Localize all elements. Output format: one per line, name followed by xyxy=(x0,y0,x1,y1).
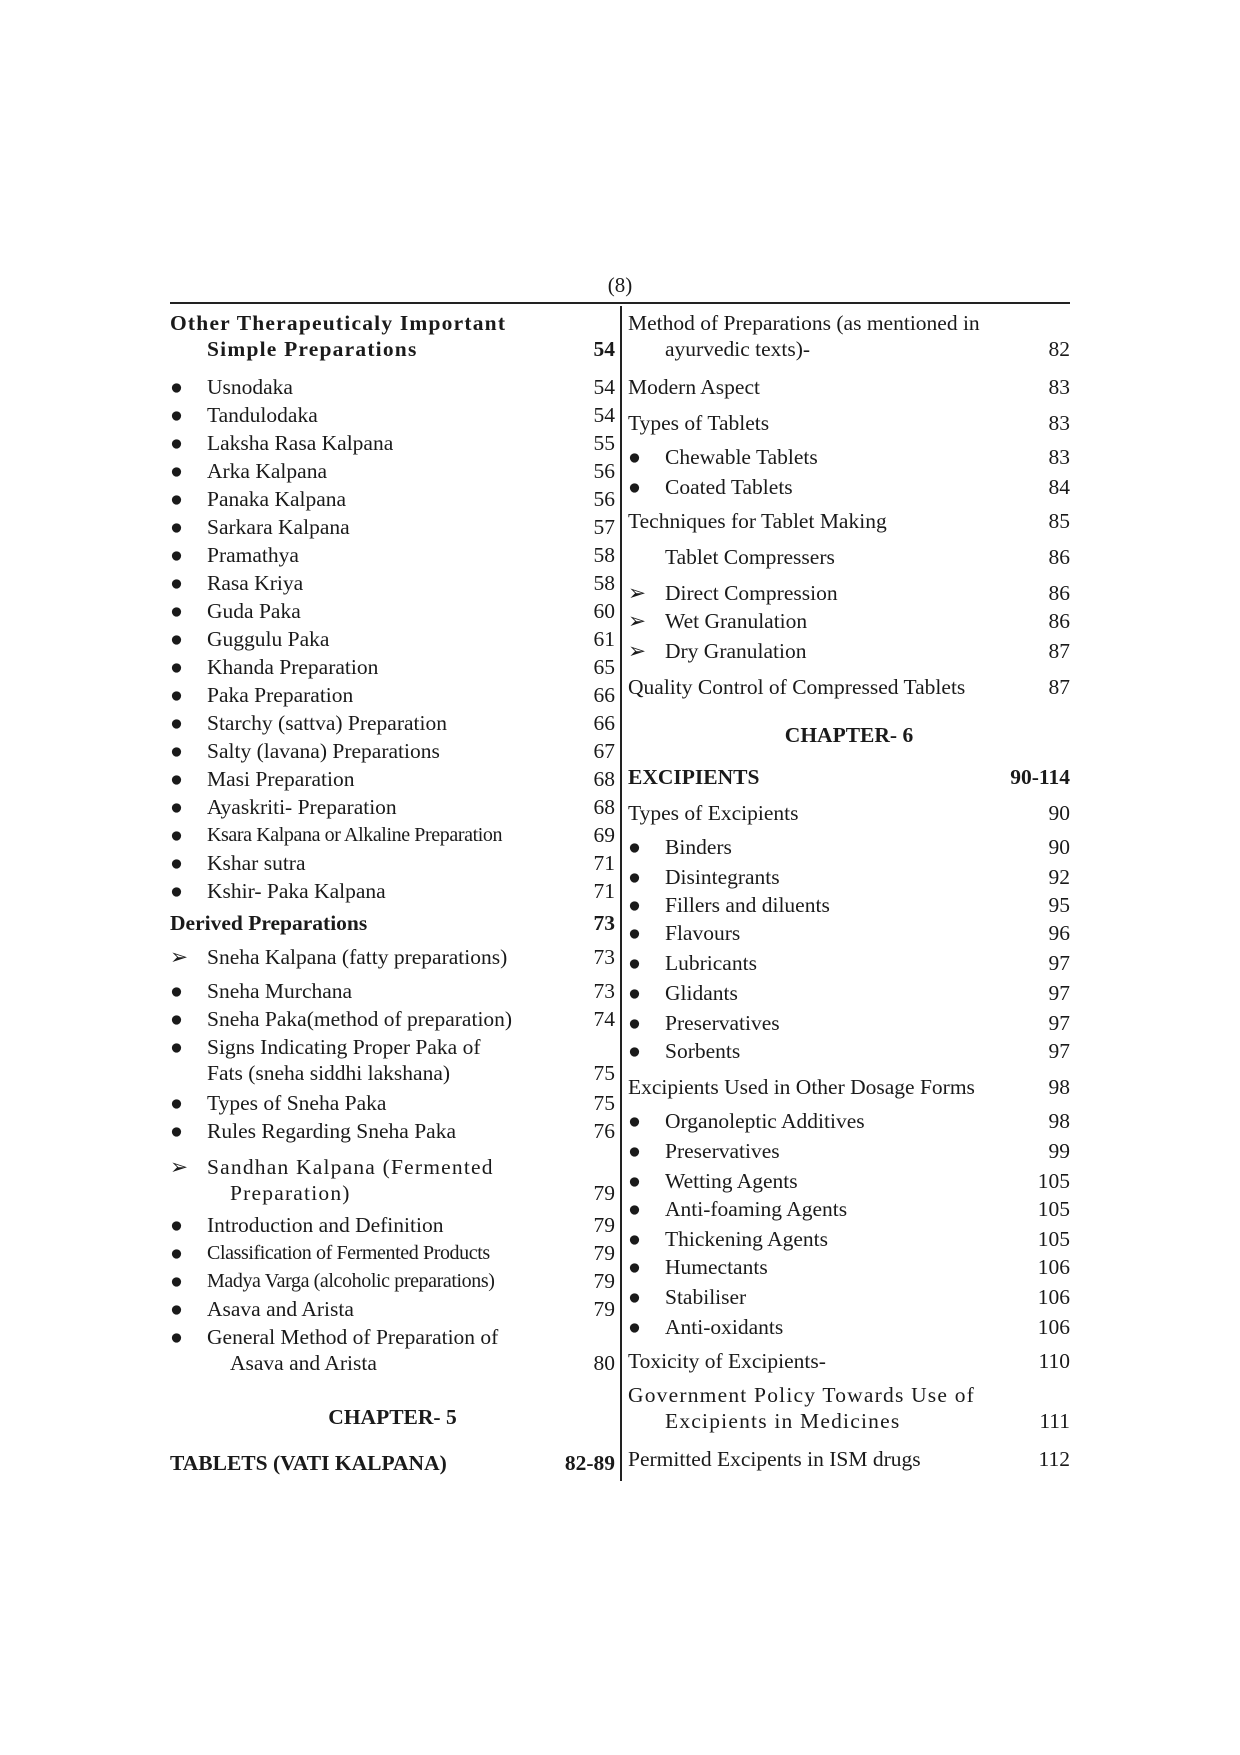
entry-page-number: 75 xyxy=(593,1061,615,1085)
entry-title: Lubricants xyxy=(665,951,757,975)
entry-page-number: 79 xyxy=(593,1213,615,1237)
entry-title: Panaka Kalpana xyxy=(207,487,347,511)
entry-title-continued: Simple Preparations xyxy=(207,337,418,361)
entry-page-number: 75 xyxy=(593,1091,615,1115)
entry-title: Flavours xyxy=(665,921,741,945)
entry-page-number: 73 xyxy=(593,911,615,935)
bullet-icon: ● xyxy=(170,1241,183,1265)
entry-title: Guggulu Paka xyxy=(207,627,330,651)
entry-page-number: 69 xyxy=(593,823,615,847)
bullet-icon: ● xyxy=(170,1269,183,1293)
entry-page-number: 111 xyxy=(1039,1409,1070,1433)
entry-title: Kshar sutra xyxy=(207,851,306,875)
bullet-icon: ● xyxy=(628,1139,641,1163)
entry-title: Coated Tablets xyxy=(665,475,793,499)
bullet-icon: ● xyxy=(170,795,183,819)
bullet-icon: ● xyxy=(628,445,641,469)
entry-page-number: 73 xyxy=(593,945,615,969)
entry-page-number: 96 xyxy=(1048,921,1070,945)
entry-title: Disintegrants xyxy=(665,865,780,889)
entry-title: Chewable Tablets xyxy=(665,445,818,469)
bullet-icon: ● xyxy=(628,1315,641,1339)
entry-title: Toxicity of Excipients- xyxy=(628,1349,826,1373)
entry-title: Types of Sneha Paka xyxy=(207,1091,387,1115)
entry-page-number: 97 xyxy=(1048,951,1070,975)
entry-title: Guda Paka xyxy=(207,599,301,623)
entry-title: Tandulodaka xyxy=(207,403,318,427)
entry-page-number: 76 xyxy=(593,1119,615,1143)
bullet-icon: ● xyxy=(628,981,641,1005)
bullet-icon: ● xyxy=(170,1297,183,1321)
bullet-icon: ● xyxy=(170,655,183,679)
entry-page-number: 58 xyxy=(593,543,615,567)
entry-page-number: 86 xyxy=(1048,581,1070,605)
entry-page-number: 95 xyxy=(1048,893,1070,917)
entry-page-number: 90 xyxy=(1048,801,1070,825)
entry-page-number: 87 xyxy=(1048,639,1070,663)
bullet-icon: ● xyxy=(170,543,183,567)
bullet-icon: ● xyxy=(628,475,641,499)
entry-page-number: 105 xyxy=(1037,1169,1070,1193)
entry-page-number: 106 xyxy=(1037,1285,1070,1309)
entry-title: Introduction and Definition xyxy=(207,1213,444,1237)
entry-page-number: 79 xyxy=(593,1269,615,1293)
entry-page-number: 66 xyxy=(593,683,615,707)
entry-title: Techniques for Tablet Making xyxy=(628,509,887,533)
bullet-icon: ● xyxy=(170,1325,183,1349)
bullet-icon: ● xyxy=(628,1011,641,1035)
bullet-icon: ● xyxy=(628,1039,641,1063)
entry-title-continued: Fats (sneha siddhi lakshana) xyxy=(207,1061,451,1085)
entry-title: Fillers and diluents xyxy=(665,893,830,917)
bullet-icon: ● xyxy=(628,921,641,945)
entry-title: Modern Aspect xyxy=(628,375,760,399)
entry-title: Sneha Murchana xyxy=(207,979,353,1003)
entry-page-number: 97 xyxy=(1048,1039,1070,1063)
bullet-icon: ● xyxy=(628,951,641,975)
entry-page-number: 79 xyxy=(593,1241,615,1265)
bullet-icon: ● xyxy=(170,711,183,735)
bullet-icon: ● xyxy=(628,893,641,917)
entry-page-number: 92 xyxy=(1048,865,1070,889)
entry-title: Usnodaka xyxy=(207,375,293,399)
entry-title: Starchy (sattva) Preparation xyxy=(207,711,447,735)
entry-title: CHAPTER- 6 xyxy=(784,723,914,747)
entry-title-continued: Preparation) xyxy=(230,1181,351,1205)
entry-title: Types of Tablets xyxy=(628,411,770,435)
entry-page-number: 86 xyxy=(1048,545,1070,569)
entry-page-number: 68 xyxy=(593,767,615,791)
entry-page-number: 67 xyxy=(593,739,615,763)
entry-title: Permitted Excipents in ISM drugs xyxy=(628,1447,921,1471)
bullet-icon: ● xyxy=(170,683,183,707)
entry-title: Classification of Fermented Products xyxy=(207,1242,490,1264)
entry-title: Rasa Kriya xyxy=(207,571,304,595)
entry-title: CHAPTER- 5 xyxy=(328,1405,457,1429)
entry-title: Derived Preparations xyxy=(170,911,368,935)
entry-page-number: 74 xyxy=(593,1007,615,1031)
entry-title: Arka Kalpana xyxy=(207,459,327,483)
entry-title: Stabiliser xyxy=(665,1285,747,1309)
entry-title: Sneha Paka(method of preparation) xyxy=(207,1007,513,1031)
bullet-icon: ● xyxy=(170,487,183,511)
entry-title: Anti-oxidants xyxy=(665,1315,784,1339)
bullet-icon: ● xyxy=(170,431,183,455)
entry-title: EXCIPIENTS xyxy=(628,765,760,789)
entry-page-number: 71 xyxy=(593,879,615,903)
bullet-icon: ● xyxy=(170,599,183,623)
page-number: (8) xyxy=(607,273,633,297)
bullet-icon: ● xyxy=(628,1197,641,1221)
entry-page-number: 54 xyxy=(593,337,615,361)
bullet-icon: ● xyxy=(170,1035,183,1059)
entry-title: Method of Preparations (as mentioned in xyxy=(628,311,980,335)
bullet-icon: ● xyxy=(170,515,183,539)
entry-title: Rules Regarding Sneha Paka xyxy=(207,1119,456,1143)
entry-page-number: 54 xyxy=(593,403,615,427)
entry-title: Ksara Kalpana or Alkaline Preparation xyxy=(207,824,503,846)
entry-page-number: 85 xyxy=(1048,509,1070,533)
entry-page-number: 65 xyxy=(593,655,615,679)
bullet-icon: ● xyxy=(170,459,183,483)
entry-page-number: 79 xyxy=(593,1181,615,1205)
arrow-bullet-icon: ➢ xyxy=(170,945,189,969)
entry-page-number: 99 xyxy=(1048,1139,1070,1163)
entry-title: Thickening Agents xyxy=(665,1227,829,1251)
entry-page-number: 58 xyxy=(593,571,615,595)
bullet-icon: ● xyxy=(170,1091,183,1115)
entry-title: Masi Preparation xyxy=(207,767,355,791)
entry-page-number: 98 xyxy=(1048,1109,1070,1133)
entry-title: Preservatives xyxy=(665,1139,780,1163)
entry-page-number: 106 xyxy=(1037,1315,1070,1339)
entry-page-number: 71 xyxy=(593,851,615,875)
entry-title: Laksha Rasa Kalpana xyxy=(207,431,394,455)
bullet-icon: ● xyxy=(628,1255,641,1279)
bullet-icon: ● xyxy=(170,739,183,763)
entry-page-number: 83 xyxy=(1048,375,1070,399)
bullet-icon: ● xyxy=(170,767,183,791)
bullet-icon: ● xyxy=(170,1213,183,1237)
entry-page-number: 90-114 xyxy=(1010,765,1070,789)
entry-page-number: 82 xyxy=(1048,337,1070,361)
entry-page-number: 56 xyxy=(593,459,615,483)
bullet-icon: ● xyxy=(170,851,183,875)
entry-page-number: 87 xyxy=(1048,675,1070,699)
entry-title: Signs Indicating Proper Paka of xyxy=(207,1035,481,1059)
arrow-bullet-icon: ➢ xyxy=(628,609,647,633)
bullet-icon: ● xyxy=(628,1109,641,1133)
bullet-icon: ● xyxy=(170,627,183,651)
entry-page-number: 56 xyxy=(593,487,615,511)
entry-page-number: 55 xyxy=(593,431,615,455)
bullet-icon: ● xyxy=(170,403,183,427)
entry-page-number: 84 xyxy=(1048,475,1070,499)
entry-page-number: 83 xyxy=(1048,411,1070,435)
entry-title: Ayaskriti- Preparation xyxy=(207,795,397,819)
entry-page-number: 82-89 xyxy=(564,1451,615,1475)
entry-page-number: 83 xyxy=(1048,445,1070,469)
entry-title: Asava and Arista xyxy=(207,1297,354,1321)
entry-title: Other Therapeuticaly Important xyxy=(170,311,507,335)
bullet-icon: ● xyxy=(170,879,183,903)
arrow-bullet-icon: ➢ xyxy=(628,581,647,605)
entry-title: Sandhan Kalpana (Fermented xyxy=(207,1155,494,1179)
bullet-icon: ● xyxy=(170,375,183,399)
entry-title: Binders xyxy=(665,835,732,859)
entry-page-number: 105 xyxy=(1037,1197,1070,1221)
bullet-icon: ● xyxy=(170,571,183,595)
bullet-icon: ● xyxy=(628,1227,641,1251)
bullet-icon: ● xyxy=(170,1119,183,1143)
entry-title: Kshir- Paka Kalpana xyxy=(207,879,386,903)
arrow-bullet-icon: ➢ xyxy=(628,639,647,663)
entry-page-number: 110 xyxy=(1038,1349,1070,1373)
entry-title: Direct Compression xyxy=(665,581,838,605)
entry-page-number: 68 xyxy=(593,795,615,819)
entry-page-number: 60 xyxy=(593,599,615,623)
entry-title: Government Policy Towards Use of xyxy=(628,1383,976,1407)
bullet-icon: ● xyxy=(628,865,641,889)
bullet-icon: ● xyxy=(628,1169,641,1193)
bullet-icon: ● xyxy=(628,835,641,859)
entry-title: Sneha Kalpana (fatty preparations) xyxy=(207,945,508,969)
entry-page-number: 86 xyxy=(1048,609,1070,633)
entry-page-number: 112 xyxy=(1038,1447,1070,1471)
column-divider xyxy=(620,306,622,1481)
entry-title: Khanda Preparation xyxy=(207,655,379,679)
bullet-icon: ● xyxy=(170,979,183,1003)
entry-title: Salty (lavana) Preparations xyxy=(207,739,440,763)
entry-page-number: 54 xyxy=(593,375,615,399)
entry-page-number: 97 xyxy=(1048,981,1070,1005)
entry-title: Wet Granulation xyxy=(665,609,808,633)
entry-page-number: 57 xyxy=(593,515,615,539)
entry-title: Wetting Agents xyxy=(665,1169,798,1193)
entry-title: Madya Varga (alcoholic preparations) xyxy=(207,1270,495,1292)
bullet-icon: ● xyxy=(170,823,183,847)
entry-title: Excipients Used in Other Dosage Forms xyxy=(628,1075,975,1099)
bullet-icon: ● xyxy=(170,1007,183,1031)
entry-title: Preservatives xyxy=(665,1011,780,1035)
entry-title: Dry Granulation xyxy=(665,639,807,663)
entry-title: Pramathya xyxy=(207,543,299,567)
entry-page-number: 105 xyxy=(1037,1227,1070,1251)
arrow-bullet-icon: ➢ xyxy=(170,1155,189,1179)
entry-title-continued: Excipients in Medicines xyxy=(665,1409,901,1433)
entry-page-number: 80 xyxy=(593,1351,615,1375)
header-rule xyxy=(170,302,1070,304)
entry-title: TABLETS (VATI KALPANA) xyxy=(170,1451,447,1475)
entry-page-number: 98 xyxy=(1048,1075,1070,1099)
entry-page-number: 79 xyxy=(593,1297,615,1321)
entry-title: Paka Preparation xyxy=(207,683,354,707)
entry-title: Types of Excipients xyxy=(628,801,799,825)
entry-title: Humectants xyxy=(665,1255,768,1279)
entry-page-number: 66 xyxy=(593,711,615,735)
entry-title: Glidants xyxy=(665,981,738,1005)
entry-title: Organoleptic Additives xyxy=(665,1109,865,1133)
entry-page-number: 90 xyxy=(1048,835,1070,859)
entry-title: Sorbents xyxy=(665,1039,741,1063)
entry-title: Quality Control of Compressed Tablets xyxy=(628,675,966,699)
entry-title: General Method of Preparation of xyxy=(207,1325,499,1349)
entry-title-continued: Asava and Arista xyxy=(230,1351,377,1375)
entry-title-continued: ayurvedic texts)- xyxy=(665,337,811,361)
entry-page-number: 106 xyxy=(1037,1255,1070,1279)
bullet-icon: ● xyxy=(628,1285,641,1309)
entry-page-number: 73 xyxy=(593,979,615,1003)
entry-page-number: 97 xyxy=(1048,1011,1070,1035)
entry-title: Sarkara Kalpana xyxy=(207,515,350,539)
entry-title: Tablet Compressers xyxy=(665,545,835,569)
entry-title: Anti-foaming Agents xyxy=(665,1197,848,1221)
entry-page-number: 61 xyxy=(593,627,615,651)
